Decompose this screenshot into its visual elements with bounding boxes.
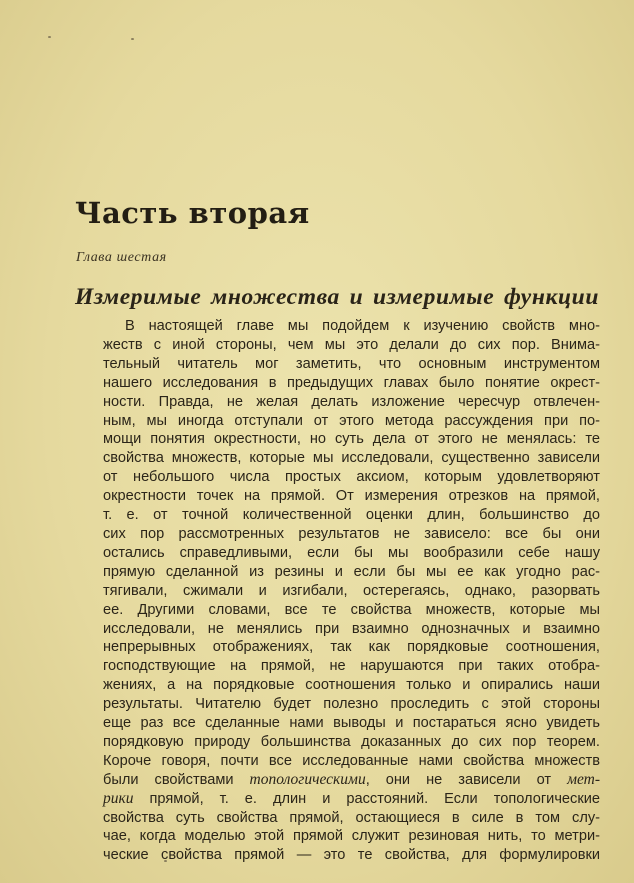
text-segment: В настоящей главе мы подойдем к изучению свойств мно- — [125, 318, 600, 334]
text-segment: сих пор рассмотренных результатов не зависело: все бы они — [103, 525, 600, 542]
text-segment: ческие свойства прямой — это те свойства, для формулировки — [103, 847, 600, 864]
text-line — [103, 752, 600, 771]
text-segment: мощи понятия окрестности, но суть дела от этого не менялась: те — [103, 431, 600, 448]
text-line — [103, 790, 600, 809]
text-line — [103, 355, 600, 374]
text-line — [103, 544, 600, 563]
text-segment: еще раз все сделанные нами выводы и постараться ясно увидеть — [103, 715, 600, 732]
text-segment: прямую сделанной из резины и если бы мы ее как угодно рас- — [103, 563, 600, 580]
text-segment: тягивали, сжимали и изгибали, остерегаясь, однако, разорвать — [103, 582, 600, 599]
emphasized-term: мет- — [567, 770, 600, 788]
emphasized-term: топологическими — [249, 770, 366, 788]
text-line — [103, 809, 600, 828]
body-text — [103, 317, 600, 865]
text-segment: свойства суть свойства прямой, остающиеся в силе в том слу- — [103, 809, 600, 826]
text-segment: порядковую природу большинства доказанных до сих пор теорем. — [103, 733, 600, 750]
text-line — [103, 771, 600, 790]
text-line — [103, 582, 600, 601]
text-segment: ности. Правда, не желая делать изложение чересчур отвлечен- — [103, 393, 600, 410]
text-segment: непрерывных отображениях, так как порядковые соотношения, — [103, 639, 600, 656]
text-segment: жениях, а на порядковые соотношения только и опирались наши — [103, 677, 600, 694]
text-segment: были свойствами — [103, 771, 250, 788]
text-line — [103, 676, 600, 695]
text-segment: окрестности точек на прямой. От измерения отрезков на прямой, — [103, 488, 600, 505]
text-line — [103, 336, 600, 355]
text-segment: господствующие на прямой, не нарушаются при таких отобра- — [103, 658, 600, 675]
text-segment: чае, когда моделью этой прямой служит резиновая нить, то метри- — [103, 828, 600, 845]
text-segment: свойства множеств, которые мы исследовали, существенно зависели — [103, 450, 600, 467]
text-line — [103, 695, 600, 714]
text-line — [103, 601, 600, 620]
text-line — [103, 468, 600, 487]
text-segment: остались справедливыми, если бы мы вообразили себе нашу — [103, 544, 600, 561]
text-segment: Короче говоря, почти все исследованные нами свойства множеств — [103, 752, 600, 769]
text-segment: от небольшого числа простых аксиом, которым удовлетворяют — [103, 469, 600, 486]
text-line — [103, 846, 600, 865]
text-line — [103, 430, 600, 449]
text-segment: исследовали, не менялись при взаимно однозначных и взаимно — [103, 620, 600, 637]
chapter-title: Измеримые множества и измеримые функции — [75, 284, 599, 310]
text-segment: прямой, т. е. длин и расстояний. Если топологические — [133, 790, 600, 807]
text-line — [103, 563, 600, 582]
text-line — [103, 620, 600, 639]
text-segment: жеств с иной стороны, чем мы это делали до сих пор. Внима- — [103, 336, 600, 353]
text-segment: , они не зависели от — [365, 771, 568, 788]
text-line — [103, 412, 600, 431]
text-line — [103, 714, 600, 733]
chapter-label: Глава шестая — [76, 250, 167, 265]
text-line — [103, 506, 600, 525]
text-segment: ным, мы иногда отступали от этого метода рассуждения при по- — [103, 412, 600, 429]
part-title: Часть вторая — [75, 196, 310, 230]
paper-speck — [131, 38, 134, 40]
text-line — [103, 487, 600, 506]
text-segment: нашего исследования в предыдущих главах было понятие окрест- — [103, 374, 600, 391]
text-segment: ее. Другими словами, все те свойства множеств, которые мы — [103, 601, 600, 618]
text-line — [103, 638, 600, 657]
text-line — [103, 733, 600, 752]
text-line — [103, 657, 600, 676]
text-line — [103, 525, 600, 544]
text-line — [103, 393, 600, 412]
text-segment: тельный читатель мог заметить, что основным инструментом — [103, 355, 600, 372]
text-segment: результаты. Читателю будет полезно проследить с этой стороны — [103, 696, 600, 713]
text-line — [103, 374, 600, 393]
emphasized-term: рики — [103, 789, 134, 807]
text-line — [103, 827, 600, 846]
text-line — [103, 449, 600, 468]
paper-speck — [48, 36, 51, 38]
text-segment: т. е. от точной количественной оценки длин, большинство до — [103, 507, 600, 524]
text-line — [103, 317, 600, 336]
